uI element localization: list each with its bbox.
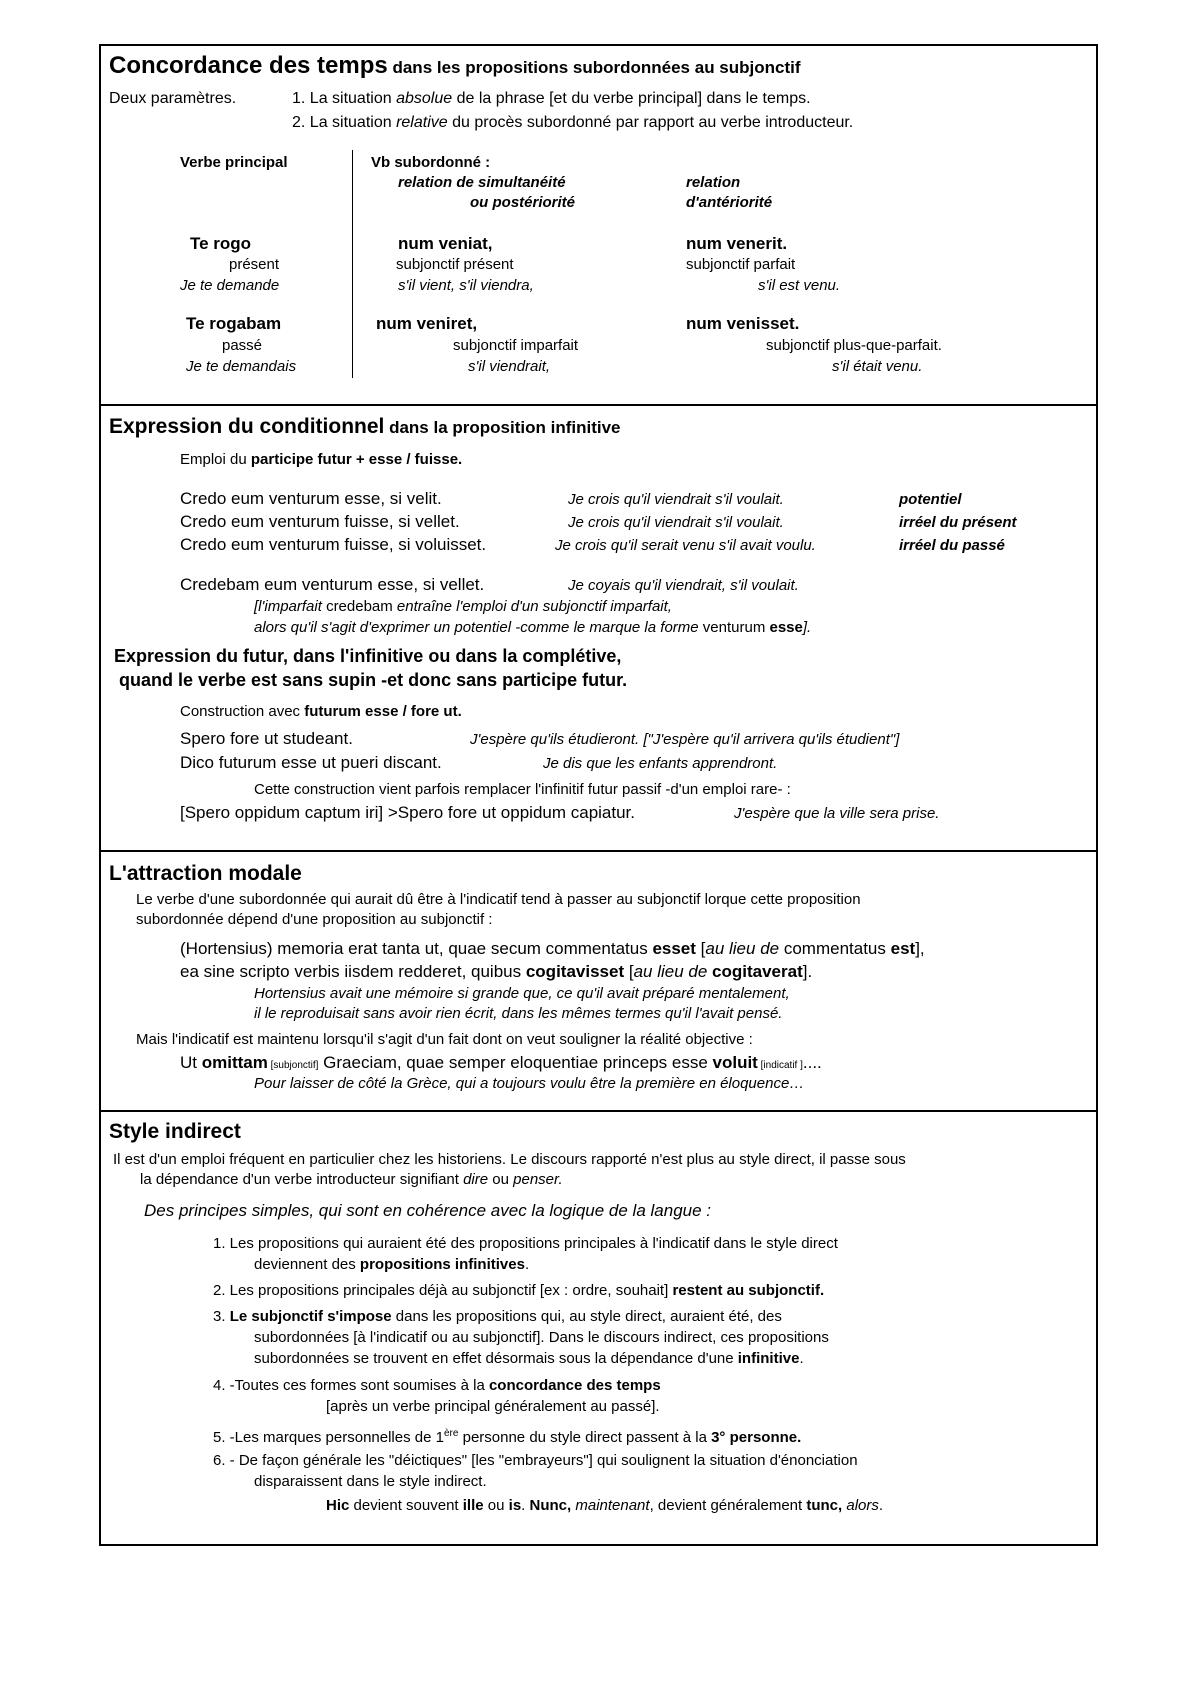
row2-tense: passé (222, 337, 263, 354)
principe-4-b: [après un verbe principal généralement au passé]. (326, 1398, 660, 1415)
cond-note-1: [l'imparfait credebam entraîne l'emploi d'un subjonctif imparfait, (254, 598, 672, 615)
cond-ex3-latin: Credo eum venturum fuisse, si voluisset. (180, 535, 487, 554)
row1-ant: num venerit. (686, 234, 788, 253)
style-indirect-title: Style indirect (109, 1120, 241, 1143)
attraction-tr-2: il le reproduisait sans avoir rien écrit, dans les mêmes termes qu'il l'avait pensé. (254, 1005, 783, 1022)
principe-3-b: subordonnées [à l'indicatif ou au subjonctif]. Dans le discours indirect, ces propositions (254, 1329, 829, 1346)
row1-verb: Te rogo (190, 234, 252, 253)
attraction-ut-fr: Pour laisser de côté la Grèce, qui a toujours voulu être la première en éloquence… (254, 1075, 805, 1092)
futur-ex1-fr: J'espère qu'ils étudieront. ["J'espère qu'il arrivera qu'ils étudient"] (470, 731, 900, 748)
cond-note-2: alors qu'il s'agit d'exprimer un potentiel -comme le marque la forme venturum esse]. (254, 619, 812, 636)
futur-ex2-fr: Je dis que les enfants apprendront. (543, 755, 778, 772)
row2-verb: Te rogabam (186, 314, 282, 333)
attraction-tr-1: Hortensius avait une mémoire si grande que, ce qu'il avait préparé mentalement, (254, 985, 790, 1002)
futur-heading-1: Expression du futur, dans l'infinitive ou dans la complétive, (114, 646, 622, 666)
attraction-ex-2: ea sine scripto verbis iisdem redderet, quibus cogitavisset [au lieu de cogitaverat]. (180, 962, 813, 981)
principes-heading: Des principes simples, qui sont en cohérence avec la logique de la langue : (144, 1201, 712, 1220)
principe-6-b: disparaissent dans le style indirect. (254, 1473, 487, 1490)
futur-ex3-fr: J'espère que la ville sera prise. (734, 805, 940, 822)
construction-line: Construction avec futurum esse / fore ut. (180, 703, 462, 720)
cond-ex4-fr: Je coyais qu'il viendrait, s'il voulait. (568, 577, 799, 594)
rel-anteriorite-1: relation (686, 174, 741, 191)
row2-ant-fr: s'il était venu. (832, 358, 923, 375)
row2-fr: Je te demandais (186, 358, 297, 375)
style-intro-1: Il est d'un emploi fréquent en particulier chez les historiens. Le discours rapporté n'est plus au style direct, il passe sous (113, 1151, 906, 1168)
param-1: 1. La situation absolue de la phrase [et du verbe principal] dans le temps. (292, 90, 811, 107)
cond-ex1-latin: Credo eum venturum esse, si velit. (180, 489, 442, 508)
principe-3-a: 3. Le subjonctif s'impose dans les propositions qui, au style direct, auraient été, des (213, 1308, 782, 1325)
row1-sim: num veniat, (398, 234, 493, 253)
cond-ex2-fr: Je crois qu'il viendrait s'il voulait. (568, 514, 784, 531)
principe-6-hic: Hic devient souvent ille ou is. Nunc, maintenant, devient généralement tunc, alors. (326, 1497, 884, 1514)
futur-ex2-latin: Dico futurum esse ut pueri discant. (180, 753, 442, 772)
futur-heading-2: quand le verbe est sans supin -et donc sans participe futur. (119, 670, 628, 690)
concordance-title: Concordance des temps dans les propositions subordonnées au subjonctif (109, 52, 801, 79)
rel-posteriorite: ou postériorité (470, 194, 576, 211)
cond-ex1-tag: potentiel (899, 491, 962, 508)
row1-sim-mode: subjonctif présent (396, 256, 514, 273)
principe-4-a: 4. -Toutes ces formes sont soumises à la concordance des temps (213, 1377, 661, 1394)
principe-2: 2. Les propositions principales déjà au subjonctif [ex : ordre, souhait] restent au subjonctif. (213, 1282, 825, 1299)
attraction-ex-1: (Hortensius) memoria erat tanta ut, quae secum commentatus esset [au lieu de commentatus est], (180, 939, 925, 958)
attraction-title: L'attraction modale (109, 862, 302, 885)
futur-ex3-latin: [Spero oppidum captum iri] >Spero fore ut oppidum capiatur. (180, 803, 636, 822)
attraction-mais: Mais l'indicatif est maintenu lorsqu'il s'agit d'un fait dont on veut souligner la réalité objective : (136, 1031, 753, 1048)
row2-sim: num veniret, (376, 314, 478, 333)
params-label: Deux paramètres. (109, 90, 237, 107)
col-main-header: Verbe principal (180, 154, 288, 171)
row2-ant: num venisset. (686, 314, 800, 333)
futur-ex1-latin: Spero fore ut studeant. (180, 729, 353, 748)
cond-ex3-tag: irréel du passé (899, 537, 1005, 554)
row1-ant-fr: s'il est venu. (758, 277, 841, 294)
table-divider (352, 150, 353, 378)
attraction-intro-1: Le verbe d'une subordonnée qui aurait dû être à l'indicatif tend à passer au subjonctif lorque cette proposition (136, 891, 861, 908)
attraction-intro-2: subordonnée dépend d'une proposition au subjonctif : (136, 911, 493, 928)
principe-5: 5. -Les marques personnelles de 1ère personne du style direct passent à la 3° personne. (213, 1428, 802, 1446)
rel-anteriorite-2: d'antériorité (686, 194, 773, 211)
row1-fr: Je te demande (180, 277, 280, 294)
cond-ex4-latin: Credebam eum venturum esse, si vellet. (180, 575, 485, 594)
cond-ex3-fr: Je crois qu'il serait venu s'il avait voulu. (555, 537, 816, 554)
cond-ex2-latin: Credo eum venturum fuisse, si vellet. (180, 512, 460, 531)
col-sub-header: Vb subordonné : (371, 154, 491, 171)
row2-ant-mode: subjonctif plus-que-parfait. (766, 337, 942, 354)
conditionnel-title: Expression du conditionnel dans la proposition infinitive (109, 415, 621, 438)
emploi-line: Emploi du participe futur + esse / fuisse. (180, 451, 463, 468)
row1-ant-mode: subjonctif parfait (686, 256, 796, 273)
param-2: 2. La situation relative du procès subordonné par rapport au verbe introducteur. (292, 114, 854, 131)
principe-3-c: subordonnées se trouvent en effet désormais sous la dépendance d'une infinitive. (254, 1350, 804, 1367)
principe-1-b: deviennent des propositions infinitives. (254, 1256, 530, 1273)
row2-sim-mode: subjonctif imparfait (453, 337, 579, 354)
row1-tense: présent (229, 256, 280, 273)
attraction-ut-example: Ut omittam [subjonctif] Graeciam, quae semper eloquentiae princeps esse voluit [indicatif ].... (180, 1053, 822, 1072)
style-intro-2: la dépendance d'un verbe introducteur signifiant dire ou penser. (140, 1171, 563, 1188)
row1-sim-fr: s'il vient, s'il viendra, (398, 277, 534, 294)
cond-ex2-tag: irréel du présent (899, 514, 1017, 531)
row2-sim-fr: s'il viendrait, (468, 358, 551, 375)
rare-construction: Cette construction vient parfois remplacer l'infinitif futur passif -d'un emploi rare- : (254, 781, 791, 798)
principe-6-a: 6. - De façon générale les "déictiques" [les "embrayeurs"] qui soulignent la situation d'énonciation (213, 1452, 858, 1469)
principe-1-a: 1. Les propositions qui auraient été des propositions principales à l'indicatif dans le style direct (213, 1235, 838, 1252)
rel-simultaneite: relation de simultanéité (398, 174, 566, 191)
cond-ex1-fr: Je crois qu'il viendrait s'il voulait. (568, 491, 784, 508)
